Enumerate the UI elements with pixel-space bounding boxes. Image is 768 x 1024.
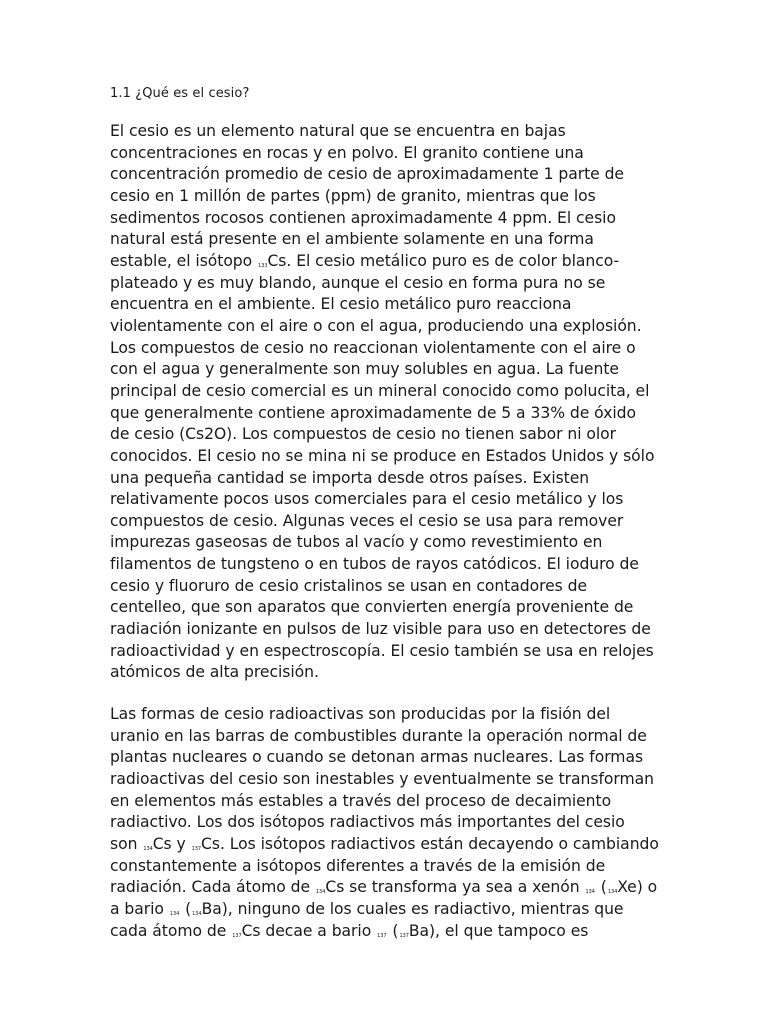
text-line: centelleo, que son aparatos que convierten energía proveniente de bbox=[110, 598, 634, 617]
text-fragment: Cs y bbox=[152, 835, 191, 853]
text-fragment: Cs. El cesio metálico puro es de color blanco- bbox=[267, 251, 620, 270]
text-line: radiactivo. Los dos isótopos radiactivos más importantes del cesio bbox=[110, 813, 625, 832]
isotope-superscript: 134 bbox=[585, 889, 595, 896]
text-line: cesio en 1 millón de partes (ppm) de granito, mientras que los bbox=[110, 186, 596, 205]
text-fragment: estable, el isótopo bbox=[110, 251, 258, 270]
text-line: impurezas gaseosas de tubos al vacío y como revestimiento en bbox=[110, 533, 603, 552]
text-fragment: Cs se transforma ya sea a xenón bbox=[325, 878, 585, 897]
text-line bbox=[110, 834, 660, 856]
text-fragment: Ba), ninguno de los cuales es radiactivo, mientras que bbox=[201, 899, 624, 918]
text-line: constantemente a isótopos diferentes a través de la emisión de bbox=[110, 856, 606, 875]
text-fragment: ( bbox=[595, 878, 607, 897]
isotope-superscript: 137 bbox=[377, 932, 387, 939]
text-line: relativamente pocos usos comerciales para el cesio metálico y los bbox=[110, 490, 624, 509]
text-fragment: ( bbox=[180, 899, 192, 918]
text-line bbox=[110, 899, 660, 921]
text-line: con el agua y generalmente son muy solubles en agua. La fuente bbox=[110, 360, 619, 379]
text-line bbox=[110, 877, 660, 899]
text-line: radioactividad y en espectroscopía. El cesio también se usa en relojes bbox=[110, 641, 654, 660]
text-fragment: a bario bbox=[110, 899, 169, 918]
text-line: compuestos de cesio. Algunas veces el cesio se usa para remover bbox=[110, 511, 624, 530]
text-line: concentración promedio de cesio de aproximadamente 1 parte de bbox=[110, 165, 624, 184]
text-fragment: son bbox=[110, 835, 143, 853]
text-line: atómicos de alta precisión. bbox=[110, 663, 319, 682]
isotope-superscript: 133 bbox=[258, 262, 268, 269]
text-line: en elementos más estables a través del proceso de decaimiento bbox=[110, 791, 612, 810]
text-line: cesio y fluoruro de cesio cristalinos se usan en contadores de bbox=[110, 576, 588, 595]
text-line: plateado y es muy blando, aunque el cesio en forma pura no se bbox=[110, 273, 606, 292]
text-line: filamentos de tungsteno o en tubos de rayos catódicos. El ioduro de bbox=[110, 555, 639, 574]
text-line: uranio en las barras de combustibles durante la operación normal de bbox=[110, 726, 647, 745]
text-fragment: Cs decae a bario bbox=[241, 921, 377, 940]
document-page bbox=[110, 86, 660, 962]
paragraph-2 bbox=[110, 704, 660, 942]
isotope-superscript: 134 bbox=[607, 889, 618, 896]
text-line bbox=[110, 921, 660, 943]
text-line: Los compuestos de cesio no reaccionan violentamente con el aire o bbox=[110, 338, 636, 357]
text-line: radiación ionizante en pulsos de luz visible para uso en detectores de bbox=[110, 620, 651, 639]
paragraph-1 bbox=[110, 121, 660, 684]
text-line: violentamente con el aire o con el agua, produciendo una explosión. bbox=[110, 316, 642, 335]
text-fragment: Xe) o bbox=[617, 878, 658, 897]
text-line bbox=[110, 251, 660, 273]
text-fragment: ( bbox=[387, 921, 399, 940]
isotope-superscript: 137 bbox=[399, 932, 409, 939]
text-line: natural está presente en el ambiente solamente en una forma bbox=[110, 230, 594, 249]
isotope-superscript: 137 bbox=[191, 846, 202, 852]
isotope-superscript: 137 bbox=[232, 932, 242, 939]
isotope-superscript: 134 bbox=[315, 889, 326, 896]
text-fragment: Cs. Los isótopos radiactivos están decayendo o cambiando bbox=[201, 835, 659, 853]
text-line: conocidos. El cesio no se mina ni se produce en Estados Unidos y sólo bbox=[110, 446, 655, 465]
isotope-superscript: 134 bbox=[192, 910, 202, 917]
text-line: una pequeña cantidad se importa desde otros países. Existen bbox=[110, 468, 590, 487]
text-fragment: radiación. Cada átomo de bbox=[110, 878, 315, 897]
text-line: El cesio es un elemento natural que se encuentra en bajas bbox=[110, 122, 566, 140]
text-fragment: cada átomo de bbox=[110, 921, 232, 940]
text-line: Las formas de cesio radioactivas son producidas por la fisión del bbox=[110, 705, 611, 724]
text-line: de cesio (Cs2O). Los compuestos de cesio no tienen sabor ni olor bbox=[110, 425, 617, 444]
text-line: principal de cesio comercial es un mineral conocido como polucita, el bbox=[110, 381, 650, 400]
text-line: radioactivas del cesio son inestables y eventualmente se transforman bbox=[110, 770, 654, 789]
isotope-superscript: 134 bbox=[169, 910, 180, 917]
text-line: plantas nucleares o cuando se detonan armas nucleares. Las formas bbox=[110, 748, 644, 767]
section-heading: 1.1 ¿Qué es el cesio? bbox=[110, 86, 250, 101]
text-line: sedimentos rocosos contienen aproximadamente 4 ppm. El cesio bbox=[110, 208, 616, 227]
isotope-superscript: 134 bbox=[143, 846, 153, 852]
text-line: encuentra en el ambiente. El cesio metálico puro reacciona bbox=[110, 295, 572, 314]
text-line: que generalmente contiene aproximadamente de 5 a 33% de óxido bbox=[110, 403, 636, 422]
text-fragment: Ba), el que tampoco es bbox=[408, 921, 589, 940]
text-line: concentraciones en rocas y en polvo. El granito contiene una bbox=[110, 143, 584, 162]
